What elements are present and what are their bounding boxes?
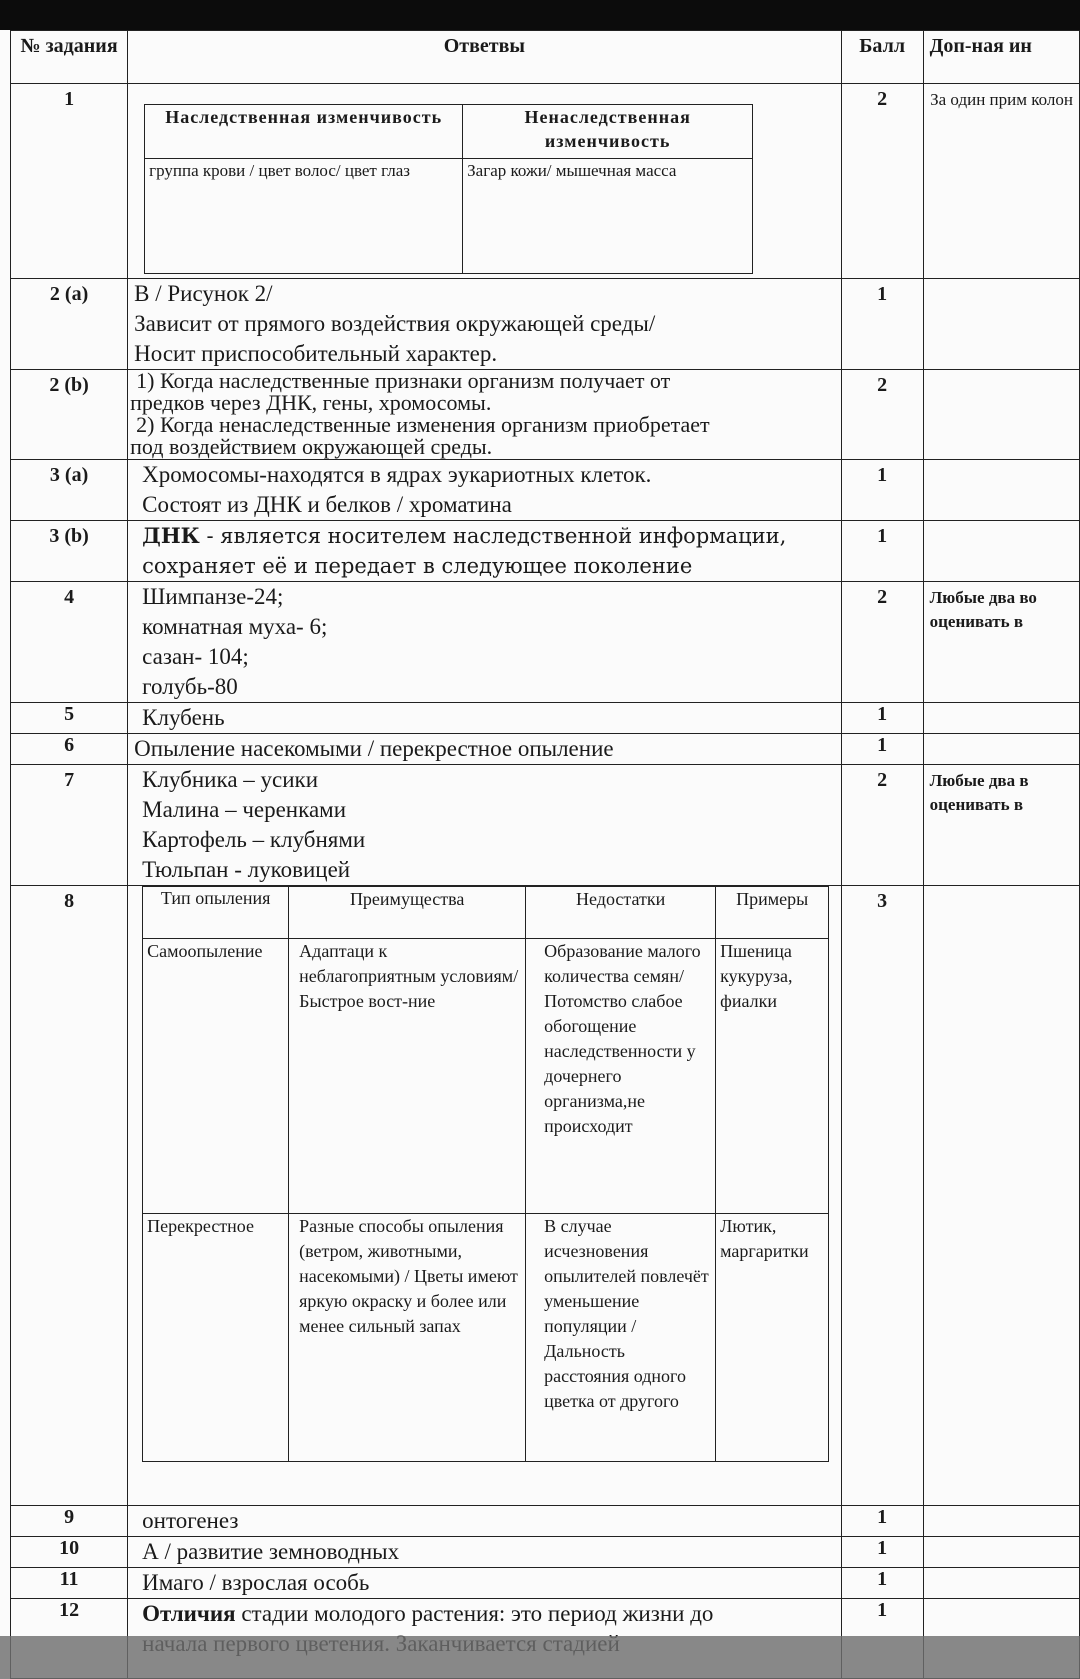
nonhereditary-examples: Загар кожи/ мышечная масса xyxy=(463,159,753,274)
answer-line: В / Рисунок 2/ xyxy=(134,281,273,306)
score: 1 xyxy=(841,279,923,370)
answer-line: стадии молодого растения: это период жизни до xyxy=(235,1601,714,1626)
answer-cell xyxy=(128,279,842,370)
score: 1 xyxy=(841,703,923,734)
answer-line: предков через ДНК, гены, хромосомы. xyxy=(130,390,492,415)
header-answers: Ответвы xyxy=(128,31,842,84)
task-number: 8 xyxy=(11,886,128,1506)
self-pollination-type: Самоопыление xyxy=(143,939,289,1214)
score: 2 xyxy=(841,582,923,703)
pollination-table xyxy=(142,886,829,1462)
answer-cell xyxy=(128,582,842,703)
table-row xyxy=(11,886,1080,1506)
table-row xyxy=(11,734,1080,765)
table-row xyxy=(11,1506,1080,1537)
note xyxy=(923,1537,1079,1568)
note xyxy=(923,886,1079,1506)
col-disadvantages: Недостатки xyxy=(526,887,716,939)
score: 2 xyxy=(841,370,923,460)
note xyxy=(923,279,1079,370)
answer-line: сохраняет её и передает в следующее поколение xyxy=(142,554,693,578)
score: 1 xyxy=(841,521,923,582)
answer-line: сазан- 104; xyxy=(142,644,249,669)
answer-cell xyxy=(128,370,842,460)
header-dop: Доп-ная ин xyxy=(923,31,1079,84)
cross-pollination-type: Перекрестное xyxy=(143,1214,289,1462)
col-nonhereditary: Ненаследственная изменчивость xyxy=(463,105,753,159)
answer-line: голубь-80 xyxy=(142,674,238,699)
answer-cell: Имаго / взрослая особь xyxy=(128,1568,842,1599)
task-number: 12 xyxy=(11,1599,128,1679)
keyword: ДНК xyxy=(142,523,200,548)
answer-line: Зависит от прямого воздействия окружающей среды/ xyxy=(134,311,656,336)
task-number: 7 xyxy=(11,765,128,886)
score: 3 xyxy=(841,886,923,1506)
note: Любые два во оценивать в xyxy=(923,582,1079,703)
score: 2 xyxy=(841,765,923,886)
answer-cell xyxy=(128,84,842,279)
hereditary-examples: группа крови / цвет волос/ цвет глаз xyxy=(145,159,463,274)
score: 1 xyxy=(841,460,923,521)
col-advantages: Преимущества xyxy=(289,887,526,939)
task-number: 2 (a) xyxy=(11,279,128,370)
score: 2 xyxy=(841,84,923,279)
score: 1 xyxy=(841,1599,923,1679)
table-row xyxy=(11,460,1080,521)
task-number: 11 xyxy=(11,1568,128,1599)
self-pollination-advantages: Адаптаци к неблагоприятным условиям/ Быстрое вост-ние xyxy=(289,939,526,1214)
answer-line: - является носителем наследственной информации, xyxy=(199,524,787,548)
answer-cell: Опыление насекомыми / перекрестное опыление xyxy=(128,734,842,765)
note xyxy=(923,1568,1079,1599)
answer-line: 2) Когда ненаследственные изменения организм приобретает xyxy=(136,412,710,437)
table-row xyxy=(11,765,1080,886)
answer-line: Хромосомы-находятся в ядрах эукариотных клеток. xyxy=(142,462,652,487)
answer-cell: Клубень xyxy=(128,703,842,734)
note xyxy=(923,1506,1079,1537)
answer-cell: онтогенез xyxy=(128,1506,842,1537)
self-pollination-examples: Пшеница кукуруза, фиалки xyxy=(716,939,829,1214)
task-number: 3 (a) xyxy=(11,460,128,521)
answer-cell xyxy=(128,886,842,1506)
table-row xyxy=(11,582,1080,703)
answer-line: Малина – черенками xyxy=(142,797,347,822)
answer-cell: А / развитие земноводных xyxy=(128,1537,842,1568)
table-row xyxy=(11,370,1080,460)
task-number: 9 xyxy=(11,1506,128,1537)
task-number: 2 (b) xyxy=(11,370,128,460)
table-row xyxy=(11,84,1080,279)
note xyxy=(923,370,1079,460)
task-number: 3 (b) xyxy=(11,521,128,582)
note xyxy=(923,521,1079,582)
task-number: 6 xyxy=(11,734,128,765)
header-row xyxy=(11,31,1080,84)
answer-line: Тюльпан - луковицей xyxy=(142,857,351,882)
answer-line: комнатная муха- 6; xyxy=(142,614,328,639)
answer-line: Шимпанзе-24; xyxy=(142,584,284,609)
task-number: 5 xyxy=(11,703,128,734)
variability-table xyxy=(144,104,753,274)
answer-key-table xyxy=(10,30,1080,1679)
cross-pollination-advantages: Разные способы опыления (ветром, животными, насекомыми) / Цветы имеют яркую окраску и более или менее сильный запах xyxy=(289,1214,526,1462)
answer-cell xyxy=(128,521,842,582)
header-num: № задания xyxy=(11,31,128,84)
score: 1 xyxy=(841,734,923,765)
score: 1 xyxy=(841,1537,923,1568)
bottom-overlay-bar xyxy=(0,1636,1080,1679)
table-row xyxy=(11,703,1080,734)
self-pollination-disadvantages: Образование малого количества семян/ Потомство слабое обогощение наследственности у дочернего организма,не происходит xyxy=(526,939,716,1214)
answer-line: 1) Когда наследственные признаки организм получает от xyxy=(136,369,671,393)
note xyxy=(923,460,1079,521)
answer-line: под воздействием окружающей среды. xyxy=(130,434,493,459)
note: За один прим колон xyxy=(923,84,1079,279)
answer-line: Картофель – клубнями xyxy=(142,827,366,852)
answer-cell xyxy=(128,460,842,521)
answer-line: Состоят из ДНК и белков / хроматина xyxy=(142,492,512,517)
score: 1 xyxy=(841,1506,923,1537)
header-ball: Балл xyxy=(841,31,923,84)
task-number: 10 xyxy=(11,1537,128,1568)
note xyxy=(923,703,1079,734)
answer-line: Клубника – усики xyxy=(142,767,319,792)
keyword: Отличия xyxy=(142,1601,236,1626)
top-dark-bar xyxy=(0,0,1080,30)
table-row xyxy=(11,1537,1080,1568)
task-number: 4 xyxy=(11,582,128,703)
score: 1 xyxy=(841,1568,923,1599)
table-row xyxy=(11,279,1080,370)
answer-line: Носит приспособительный характер. xyxy=(134,341,498,366)
col-type: Тип опыления xyxy=(143,887,289,939)
cross-pollination-disadvantages: В случае исчезновения опылителей повлечёт уменьшение популяции / Дальность расстояния одного цветка от другого xyxy=(526,1214,716,1462)
col-examples: Примеры xyxy=(716,887,829,939)
table-row xyxy=(11,521,1080,582)
note xyxy=(923,734,1079,765)
table-row xyxy=(11,1568,1080,1599)
col-hereditary: Наследственная изменчивость xyxy=(145,105,463,159)
note: Любые два в оценивать в xyxy=(923,765,1079,886)
task-number: 1 xyxy=(11,84,128,279)
answer-cell xyxy=(128,765,842,886)
cross-pollination-examples: Лютик, маргаритки xyxy=(716,1214,829,1462)
